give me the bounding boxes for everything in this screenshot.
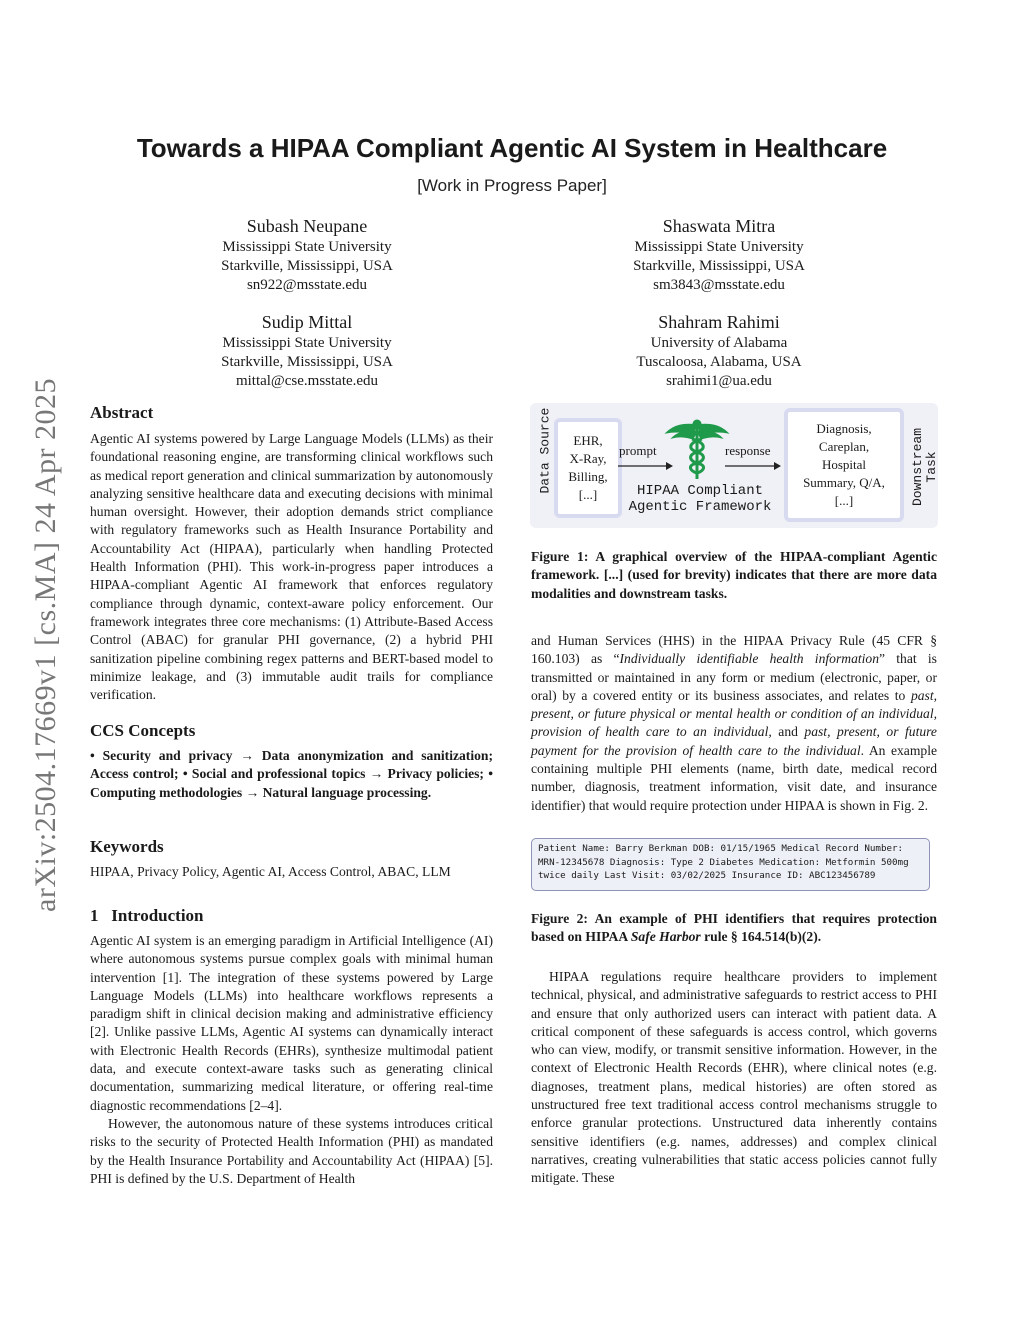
author-email: sn922@msstate.edu xyxy=(246,277,368,293)
author-email: sm3843@msstate.edu xyxy=(653,277,785,293)
caduceus-icon xyxy=(662,419,732,481)
author-affiliation: Mississippi State University xyxy=(634,239,804,255)
downstream-line: Downstream xyxy=(910,428,925,507)
framework-line: HIPAA Compliant xyxy=(636,483,764,499)
safeguards-paragraph: HIPAA regulations require healthcare providers to implement technical, physical, and administrative safeguards to restrict access to PHI and ensure that only authorized users can interact with patient data. A critical component of these safeguards is access control, which governs who can view, modify, or transmit sensitive information. However, in the context of Electronic Health Records (EHR), where clinical notes (e.g. diagnoses, treatment plans, medical histories) are often stored as unstructured free text traditional access control mechanisms struggle to enforce granular protections. Unstructured data inherently contains sensitive identifiers (e.g. names, addresses) and complex clinical narratives, creating vulnerabilities that static access policies cannot fully mitigate. These xyxy=(531,969,937,1186)
keywords-paragraph: HIPAA, Privacy Policy, Agentic AI, Access Control, ABAC, LLM xyxy=(90,864,451,879)
author-block-2 xyxy=(569,214,869,295)
author-location: Starkville, Mississippi, USA xyxy=(633,258,805,274)
prompt-label: prompt xyxy=(619,443,657,458)
output-item: Careplan, xyxy=(818,439,870,454)
italic-run: Safe Harbor xyxy=(630,929,701,945)
keywords-heading: Keywords xyxy=(90,837,164,856)
introduction-text xyxy=(90,932,493,1188)
section-title: Introduction xyxy=(111,906,204,925)
framework-line: Agentic Framework xyxy=(628,499,772,515)
keywords-text xyxy=(90,863,493,881)
author-location: Tuscaloosa, Alabama, USA xyxy=(636,354,802,370)
italic-run: Individually identifiable health information xyxy=(619,651,880,667)
output-item: Hospital xyxy=(821,457,867,472)
right-column-paragraph-1 xyxy=(531,632,937,815)
text-run: and xyxy=(771,724,805,740)
response-arrow xyxy=(723,461,783,471)
ccs-heading: CCS Concepts xyxy=(90,721,196,740)
response-label: response xyxy=(725,443,771,458)
author-block-3 xyxy=(157,310,457,391)
input-item: X-Ray, xyxy=(569,451,607,466)
figure-1-caption: Figure 1: A graphical overview of the HIPAA-compliant Agentic framework. [...] (used for brevity) indicates that there are more data modalities and downstream tasks. xyxy=(531,549,937,601)
input-item: [...] xyxy=(578,487,598,502)
figure-2-caption xyxy=(531,910,937,947)
figure-2-phi-example xyxy=(531,838,930,891)
intro-paragraph-2: However, the autonomous nature of these systems introduces critical risks to the security of Protected Health Information (PHI) as mandated by the Health Insurance Portability and Accountability Act (HIPAA) [5]. PHI is defined by the U.S. Department of Health xyxy=(90,1115,493,1186)
right-column-paragraph-2 xyxy=(531,968,937,1188)
text-run: . An example containing multiple PHI elements (name, birth date, medical record number, diagnosis, treatment information, visit date, and insurance identifier) that would require protection under HIPAA is shown in Fig. 2. xyxy=(531,742,938,813)
output-task-box xyxy=(784,408,904,522)
abstract-text xyxy=(90,430,493,704)
input-data-box xyxy=(554,418,622,518)
author-affiliation: University of Alabama xyxy=(650,335,788,351)
downstream-line: Task xyxy=(924,451,939,483)
italic-run: past, present, or future payment for the provision of health care to the individual xyxy=(531,724,937,758)
text-run: and Human Services (HHS) in the HIPAA Privacy Rule (45 CFR § 160.103) as “ xyxy=(531,633,937,667)
abstract-paragraph: Agentic AI systems powered by Large Language Models (LLMs) as their foundational reasoning engine, are transforming clinical workflows such as medical report generation and clinical summarization by autonomously analyzing sensitive healthcare data and executing decisions with minimal human oversight. However, their adoption demands strict compliance with regulatory frameworks such as Health Insurance Portability and Accountability Act (HIPAA), particularly when handling Protected Health Information (PHI). This work-in-progress paper introduces a HIPAA-compliant Agentic AI framework that enforces regulatory compliance through dynamic, context-aware policy enforcement. Our framework integrates three core mechanisms: (1) Attribute-Based Access Control (ABAC) for granular PHI governance, (2) a hybrid PHI sanitization pipeline combining regex patterns and BERT-based model to minimize leakage, and (3) immutable audit trails for compliance verification. xyxy=(90,431,493,703)
author-location: Starkville, Mississippi, USA xyxy=(221,258,393,274)
text-run: rule § 164.514(b)(2). xyxy=(700,929,822,945)
arxiv-id-text: arXiv:2504.17669v1 [cs.MA] 24 Apr 2025 xyxy=(28,378,62,912)
data-source-label: Data Source xyxy=(537,407,553,494)
text-run: Figure 2: An example of PHI identifiers that requires protection based on HIPAA xyxy=(531,911,937,945)
abstract-heading: Abstract xyxy=(90,403,154,422)
output-item: Diagnosis, xyxy=(816,421,872,436)
paper-title: Towards a HIPAA Compliant Agentic AI System in Healthcare xyxy=(136,133,888,163)
ccs-concepts xyxy=(90,747,493,802)
framework-label xyxy=(620,483,780,515)
output-item: [...] xyxy=(834,493,854,508)
author-block-1 xyxy=(157,214,457,295)
author-block-4 xyxy=(569,310,869,391)
intro-paragraph-1: Agentic AI system is an emerging paradigm in Artificial Intelligence (AI) where autonomous systems pursue complex goals with minimal human intervention [1]. The integration of these systems powered by Large Language Models (LLMs) into healthcare workflows represents a paradigm shift in clinical decision making and administrative efficiency [2]. Unlike passive LLMs, Agentic AI systems can dynamically interact with Electronic Health Records (EHRs), synthesize multimodal patient data, and execute context-aware tasks such as generating clinical documentation, summarizing medical literature, or offering real-time diagnostic recommendations [2–4]. xyxy=(90,933,493,1113)
paper-subtitle: [Work in Progress Paper] xyxy=(417,176,607,195)
phi-line: MRN-12345678 Diagnosis: Type 2 Diabetes Medication: Metformin 500mg xyxy=(538,856,909,868)
author-name: Subash Neupane xyxy=(246,216,368,236)
author-affiliation: Mississippi State University xyxy=(222,335,392,351)
phi-line: twice daily Last Visit: 03/02/2025 Insurance ID: ABC123456789 xyxy=(538,870,876,882)
introduction-heading xyxy=(90,906,204,926)
arxiv-identifier xyxy=(18,340,73,950)
section-number: 1 xyxy=(90,906,99,925)
author-location: Starkville, Mississippi, USA xyxy=(221,354,393,370)
author-name: Sudip Mittal xyxy=(261,312,353,332)
input-item: Billing, xyxy=(568,469,608,484)
downstream-task-label xyxy=(911,422,939,512)
author-email: srahimi1@ua.edu xyxy=(666,373,772,389)
author-name: Shahram Rahimi xyxy=(658,312,780,332)
input-item: EHR, xyxy=(573,433,603,448)
phi-line: Patient Name: Barry Berkman DOB: 01/15/1965 Medical Record Number: xyxy=(538,843,904,854)
author-email: mittal@cse.msstate.edu xyxy=(235,373,379,389)
author-name: Shaswata Mitra xyxy=(662,216,776,236)
phi-definition-paragraph xyxy=(531,632,937,815)
italic-run: past, present, or future physical or mental health or condition of an individual, provision of health care to an individual, xyxy=(531,687,937,740)
output-item: Summary, Q/A, xyxy=(803,475,885,490)
text-run: ” that is transmitted or maintained in any form or medium (electronic, paper, or oral) by a covered entity or its business associates, and relates to xyxy=(531,651,937,703)
author-affiliation: Mississippi State University xyxy=(222,239,392,255)
ccs-paragraph: • Security and privacy → Data anonymization and sanitization; Access control; • Social and professional topics → Privacy policies; • Computing methodologies → Natural language processing. xyxy=(90,748,493,800)
figure-1-diagram xyxy=(530,403,938,528)
